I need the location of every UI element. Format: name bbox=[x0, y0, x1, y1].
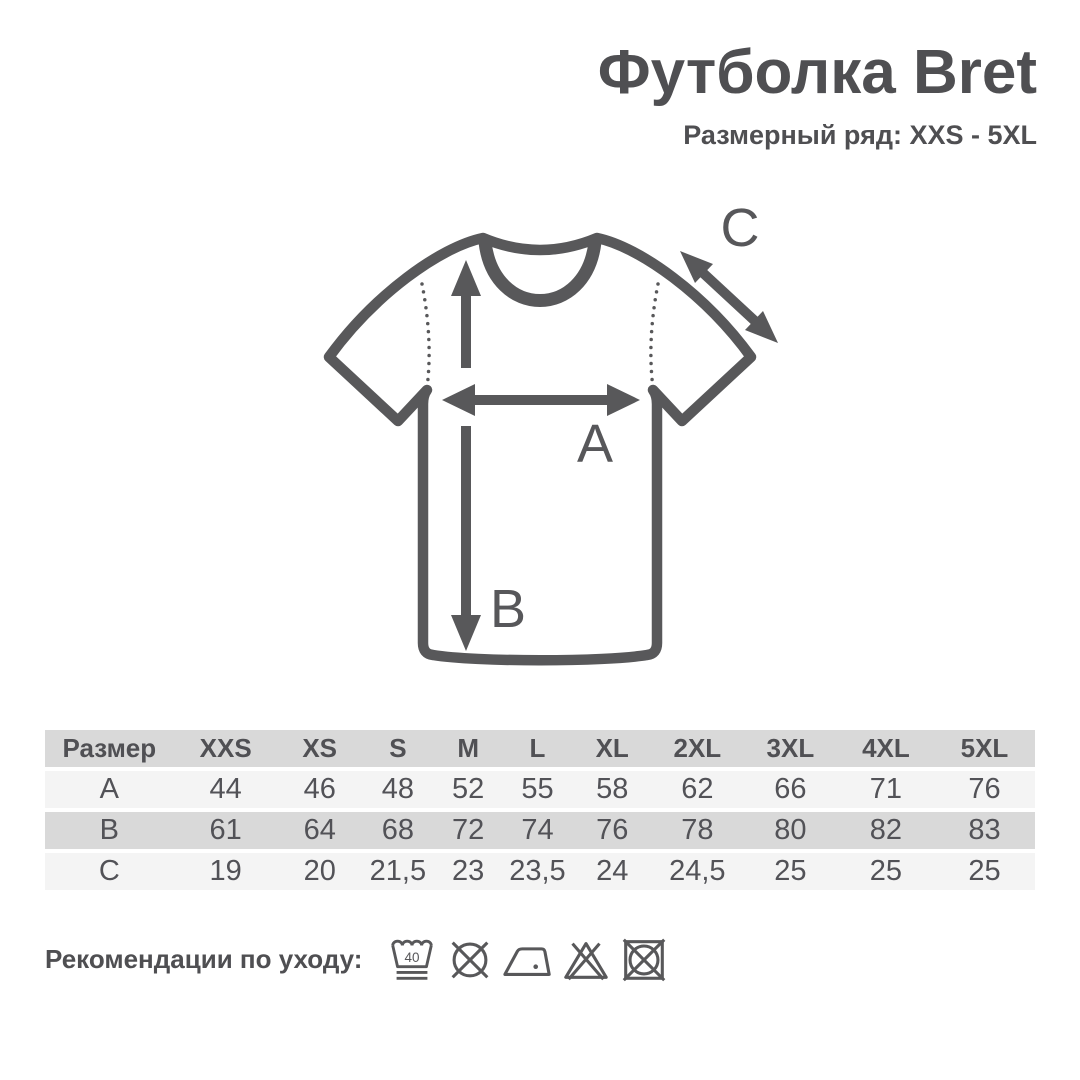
size-cell: 19 bbox=[174, 853, 278, 890]
size-cell: 62 bbox=[652, 771, 743, 808]
iron-low-temp-icon bbox=[502, 931, 554, 987]
care-label: Рекомендации по уходу: bbox=[45, 943, 363, 974]
table-row-a bbox=[45, 771, 1035, 808]
col-header-xs: XS bbox=[278, 730, 362, 767]
size-cell: 24 bbox=[573, 853, 652, 890]
table-row-b bbox=[45, 812, 1035, 849]
size-cell: 66 bbox=[743, 771, 838, 808]
size-cell: 55 bbox=[502, 771, 572, 808]
size-cell: 58 bbox=[573, 771, 652, 808]
wash-40-icon bbox=[386, 931, 438, 987]
size-cell: 25 bbox=[934, 853, 1035, 890]
col-header-4xl: 4XL bbox=[838, 730, 934, 767]
svg-text:40: 40 bbox=[404, 949, 420, 965]
size-cell: 25 bbox=[743, 853, 838, 890]
size-cell: 64 bbox=[278, 812, 362, 849]
size-cell: 76 bbox=[934, 771, 1035, 808]
size-cell: 78 bbox=[652, 812, 743, 849]
col-header-xl: XL bbox=[573, 730, 652, 767]
page-title: Футболка Bret bbox=[597, 38, 1037, 107]
col-header-l: L bbox=[502, 730, 572, 767]
size-cell: 21,5 bbox=[362, 853, 434, 890]
do-not-tumble-dry-icon bbox=[618, 931, 670, 987]
col-header-size: Размер bbox=[45, 730, 174, 767]
size-table-header-row bbox=[45, 730, 1035, 767]
size-cell: 76 bbox=[573, 812, 652, 849]
size-cell: 72 bbox=[434, 812, 502, 849]
size-cell: 48 bbox=[362, 771, 434, 808]
size-cell: 44 bbox=[174, 771, 278, 808]
size-range-subtitle: Размерный ряд: XXS - 5XL bbox=[683, 120, 1037, 150]
measure-label-b: B bbox=[489, 579, 527, 639]
size-cell: 71 bbox=[838, 771, 934, 808]
size-table bbox=[45, 726, 1035, 894]
col-header-3xl: 3XL bbox=[743, 730, 838, 767]
row-label: C bbox=[45, 853, 174, 890]
col-header-xxs: XXS bbox=[174, 730, 278, 767]
size-cell: 20 bbox=[278, 853, 362, 890]
size-cell: 46 bbox=[278, 771, 362, 808]
tshirt-measurement-diagram bbox=[290, 185, 790, 685]
size-cell: 24,5 bbox=[652, 853, 743, 890]
size-cell: 83 bbox=[934, 812, 1035, 849]
size-cell: 52 bbox=[434, 771, 502, 808]
header bbox=[597, 38, 1037, 151]
size-cell: 61 bbox=[174, 812, 278, 849]
measure-label-a: A bbox=[576, 414, 614, 474]
size-cell: 23,5 bbox=[502, 853, 572, 890]
care-instructions bbox=[45, 931, 670, 987]
col-header-m: M bbox=[434, 730, 502, 767]
do-not-dry-clean-icon bbox=[444, 931, 496, 987]
do-not-bleach-icon bbox=[560, 931, 612, 987]
row-label: A bbox=[45, 771, 174, 808]
size-cell: 74 bbox=[502, 812, 572, 849]
col-header-s: S bbox=[362, 730, 434, 767]
row-label: B bbox=[45, 812, 174, 849]
size-cell: 80 bbox=[743, 812, 838, 849]
size-cell: 25 bbox=[838, 853, 934, 890]
size-cell: 82 bbox=[838, 812, 934, 849]
care-icons bbox=[386, 931, 670, 987]
size-cell: 23 bbox=[434, 853, 502, 890]
size-cell: 68 bbox=[362, 812, 434, 849]
measure-label-c: C bbox=[720, 198, 760, 258]
table-row-c bbox=[45, 853, 1035, 890]
col-header-5xl: 5XL bbox=[934, 730, 1035, 767]
col-header-2xl: 2XL bbox=[652, 730, 743, 767]
